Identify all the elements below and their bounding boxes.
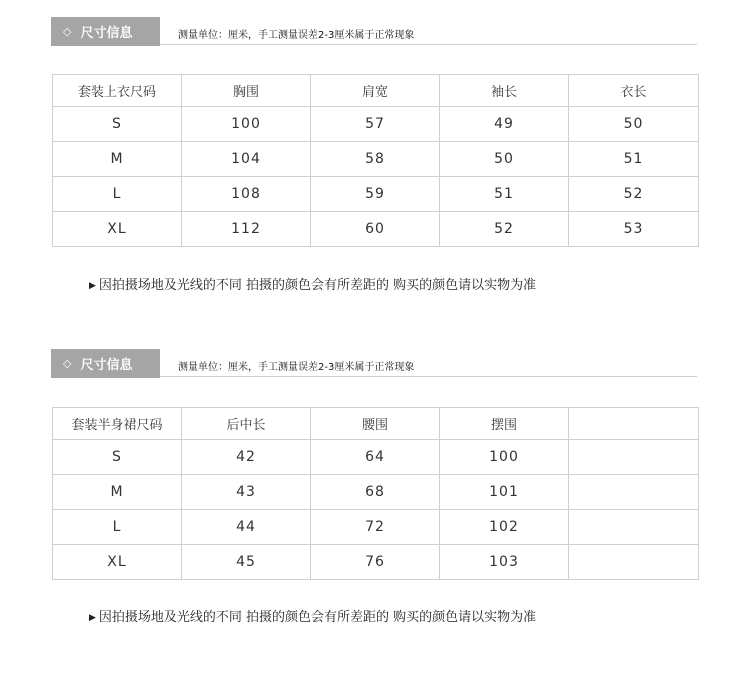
header-cell xyxy=(569,408,699,440)
table-cell: 68 xyxy=(311,475,440,510)
table-cell: M xyxy=(53,142,182,177)
table-cell: 100 xyxy=(440,440,569,475)
size-info-tab xyxy=(51,349,160,378)
table-row xyxy=(53,440,699,475)
table-cell: 51 xyxy=(569,142,699,177)
header-divider xyxy=(160,376,697,377)
table-cell: 104 xyxy=(182,142,311,177)
triangle-right-icon: ▶ xyxy=(89,281,96,291)
table-cell xyxy=(569,545,699,580)
table-cell: 58 xyxy=(311,142,440,177)
header-cell: 套装上衣尺码 xyxy=(53,75,182,107)
bottom-size-table xyxy=(52,407,699,580)
triangle-right-icon: ▶ xyxy=(89,613,96,623)
header-cell: 袖长 xyxy=(440,75,569,107)
table-cell: S xyxy=(53,107,182,142)
bottom-size-section xyxy=(0,346,750,625)
header-divider xyxy=(160,44,697,45)
section-header xyxy=(0,346,750,378)
table-cell: M xyxy=(53,475,182,510)
disclaimer-text: 因拍摄场地及光线的不同 拍摄的颜色会有所差距的 购买的颜色请以实物为准 xyxy=(98,610,537,625)
header-cell: 摆围 xyxy=(440,408,569,440)
table-row xyxy=(53,177,699,212)
disclaimer-text: 因拍摄场地及光线的不同 拍摄的颜色会有所差距的 购买的颜色请以实物为准 xyxy=(98,278,537,293)
header-cell: 后中长 xyxy=(182,408,311,440)
table-cell: 53 xyxy=(569,212,699,247)
table-cell: 103 xyxy=(440,545,569,580)
header-cell: 衣长 xyxy=(569,75,699,107)
table-cell xyxy=(569,510,699,545)
table-cell: 102 xyxy=(440,510,569,545)
table-cell: 72 xyxy=(311,510,440,545)
table-cell: 112 xyxy=(182,212,311,247)
top-size-section xyxy=(0,14,750,293)
table-cell: 60 xyxy=(311,212,440,247)
table-cell xyxy=(569,475,699,510)
header-cell: 胸围 xyxy=(182,75,311,107)
table-cell: 50 xyxy=(569,107,699,142)
table-cell: L xyxy=(53,177,182,212)
table-cell: 59 xyxy=(311,177,440,212)
table-row xyxy=(53,212,699,247)
table-cell: 52 xyxy=(440,212,569,247)
table-cell: S xyxy=(53,440,182,475)
table-cell: 108 xyxy=(182,177,311,212)
table-cell: 52 xyxy=(569,177,699,212)
table-cell: 64 xyxy=(311,440,440,475)
table-cell: L xyxy=(53,510,182,545)
measurement-note: 测量单位：厘米，手工测量误差2-3厘米属于正常现象 xyxy=(178,30,415,41)
top-size-table xyxy=(52,74,699,247)
tab-label: 尺寸信息 xyxy=(80,26,133,41)
section-header xyxy=(0,14,750,46)
table-row xyxy=(53,545,699,580)
table-cell: 57 xyxy=(311,107,440,142)
table-row xyxy=(53,142,699,177)
table-header-row xyxy=(53,75,699,107)
table-cell: 100 xyxy=(182,107,311,142)
diamond-icon: ◇ xyxy=(63,25,72,38)
header-cell: 肩宽 xyxy=(311,75,440,107)
table-cell: 101 xyxy=(440,475,569,510)
color-disclaimer xyxy=(89,606,536,625)
header-cell: 腰围 xyxy=(311,408,440,440)
table-cell: 44 xyxy=(182,510,311,545)
size-info-tab xyxy=(51,17,160,46)
table-cell: 50 xyxy=(440,142,569,177)
table-cell: 42 xyxy=(182,440,311,475)
table-cell: XL xyxy=(53,545,182,580)
table-cell: XL xyxy=(53,212,182,247)
table-row xyxy=(53,107,699,142)
table-cell xyxy=(569,440,699,475)
table-cell: 76 xyxy=(311,545,440,580)
table-cell: 45 xyxy=(182,545,311,580)
header-cell: 套装半身裙尺码 xyxy=(53,408,182,440)
table-cell: 43 xyxy=(182,475,311,510)
diamond-icon: ◇ xyxy=(63,357,72,370)
color-disclaimer xyxy=(89,274,536,293)
tab-label: 尺寸信息 xyxy=(80,358,133,373)
measurement-note: 测量单位：厘米，手工测量误差2-3厘米属于正常现象 xyxy=(178,362,415,373)
table-cell: 51 xyxy=(440,177,569,212)
table-header-row xyxy=(53,408,699,440)
table-cell: 49 xyxy=(440,107,569,142)
table-row xyxy=(53,475,699,510)
table-row xyxy=(53,510,699,545)
